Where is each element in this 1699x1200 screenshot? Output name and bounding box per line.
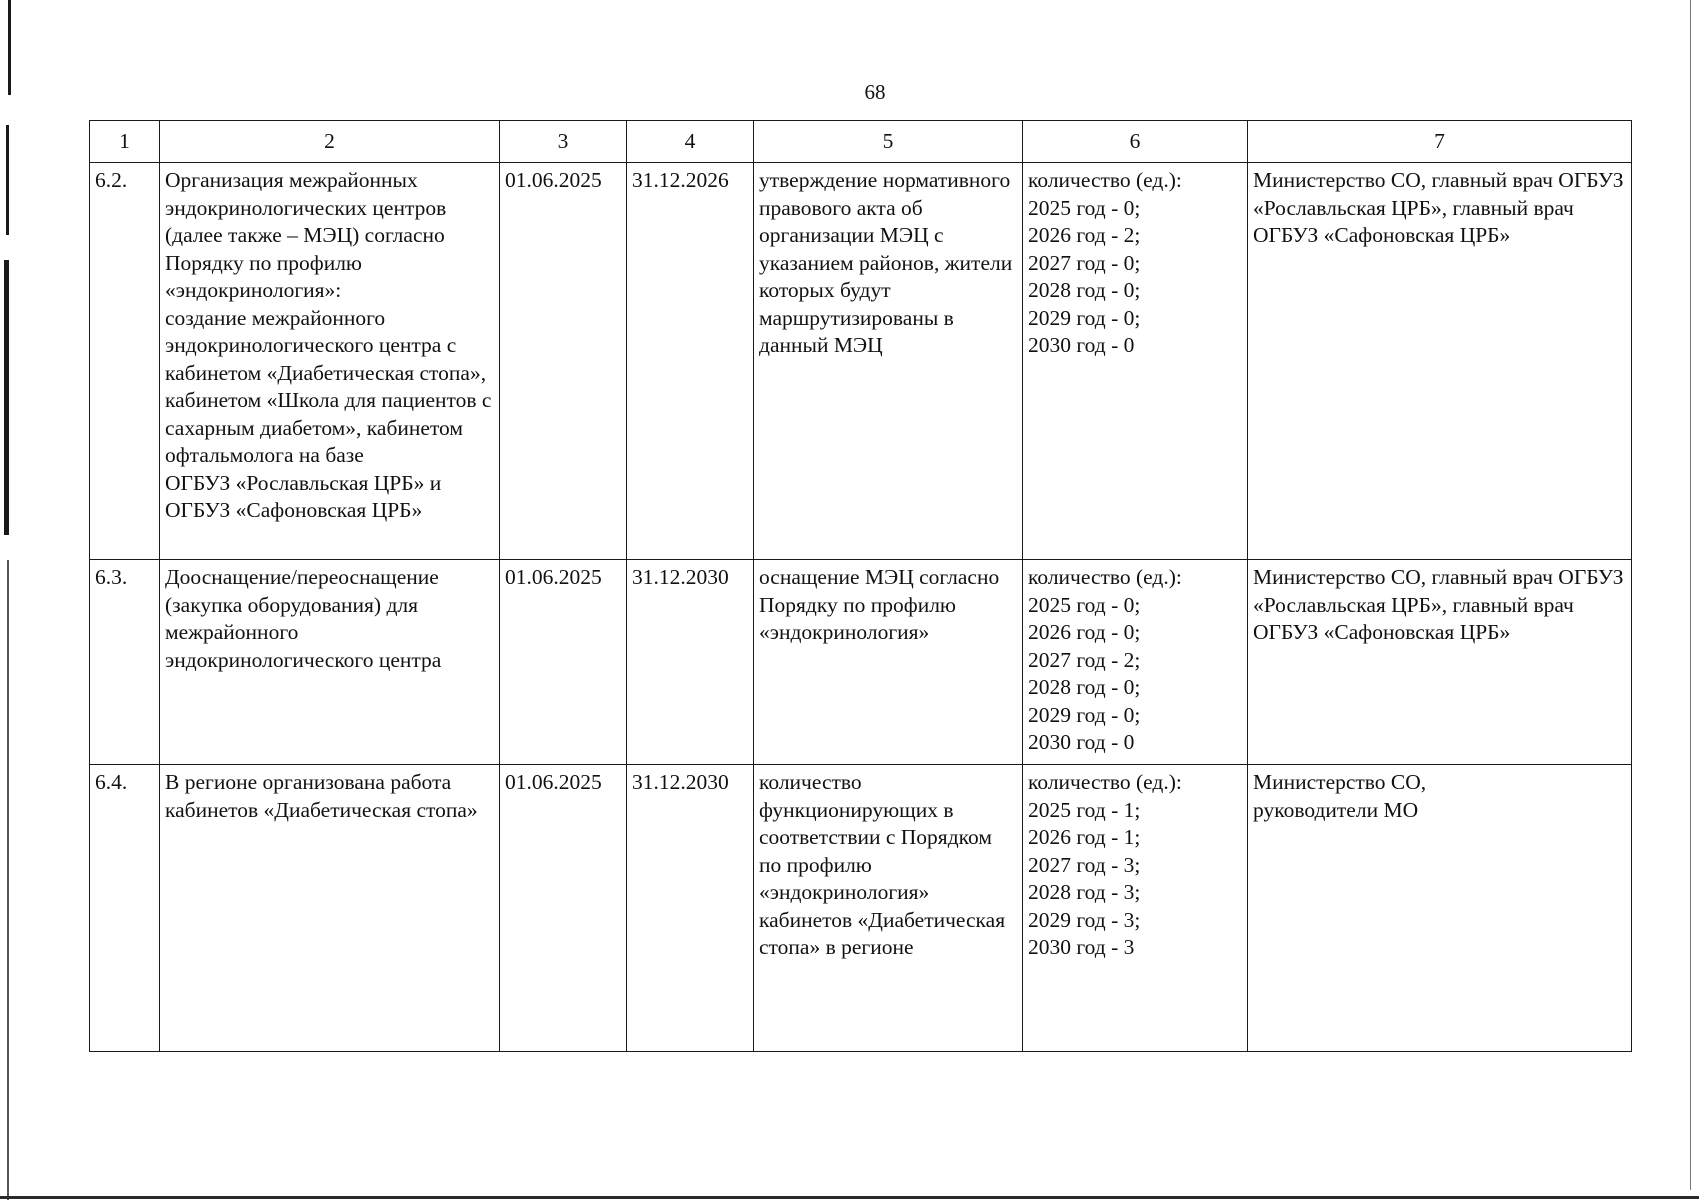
- indicator: количество (ед.): 2025 год - 1; 2026 год - 1; 2027 год - 3; 2028 год - 3; 2029 год - 3; 2030 год - 3: [1023, 765, 1248, 1052]
- end-date: 31.12.2030: [627, 765, 754, 1052]
- scan-edge-mark: [4, 260, 9, 535]
- activity-name: Организация межрайонных эндокринологических центров (далее также – МЭЦ) согласно Порядку по профилю «эндокринология»: создание межрайонного эндокринологического центра с кабинетом «Диабетическая стопа», кабинетом «Школа для пациентов с сахарным диабетом», кабинетом офтальмолога на базе ОГБУЗ «Рославльская ЦРБ» и ОГБУЗ «Сафоновская ЦРБ»: [160, 163, 500, 560]
- column-number: 3: [500, 121, 627, 163]
- column-number: 7: [1248, 121, 1632, 163]
- indicator: количество (ед.): 2025 год - 0; 2026 год - 2; 2027 год - 0; 2028 год - 0; 2029 год - 0; 2030 год - 0: [1023, 163, 1248, 560]
- activity-name: Дооснащение/переоснащение (закупка оборудования) для межрайонного эндокринологического центра: [160, 560, 500, 765]
- responsible: Министерство СО, руководители МО: [1248, 765, 1632, 1052]
- expected-result: количество функционирующих в соответствии с Порядком по профилю «эндокринология» кабинетов «Диабетическая стопа» в регионе: [754, 765, 1023, 1052]
- item-number: 6.3.: [90, 560, 160, 765]
- table-row: [90, 163, 1632, 560]
- end-date: 31.12.2030: [627, 560, 754, 765]
- scan-edge-mark: [7, 560, 9, 1200]
- column-number: 4: [627, 121, 754, 163]
- activities-table: [89, 120, 1632, 1052]
- start-date: 01.06.2025: [500, 163, 627, 560]
- responsible: Министерство СО, главный врач ОГБУЗ «Рославльская ЦРБ», главный врач ОГБУЗ «Сафоновская ЦРБ»: [1248, 560, 1632, 765]
- page-number: 68: [864, 80, 886, 104]
- column-number: 5: [754, 121, 1023, 163]
- column-number: 1: [90, 121, 160, 163]
- column-number-row: [90, 121, 1632, 163]
- column-number: 2: [160, 121, 500, 163]
- end-date: 31.12.2026: [627, 163, 754, 560]
- expected-result: оснащение МЭЦ согласно Порядку по профилю «эндокринология»: [754, 560, 1023, 765]
- start-date: 01.06.2025: [500, 560, 627, 765]
- scan-edge-mark: [6, 125, 9, 235]
- expected-result: утверждение нормативного правового акта об организации МЭЦ с указанием районов, жители которых будут маршрутизированы в данный МЭЦ: [754, 163, 1023, 560]
- responsible: Министерство СО, главный врач ОГБУЗ «Рославльская ЦРБ», главный врач ОГБУЗ «Сафоновская ЦРБ»: [1248, 163, 1632, 560]
- column-number: 6: [1023, 121, 1248, 163]
- item-number: 6.2.: [90, 163, 160, 560]
- activity-name: В регионе организована работа кабинетов «Диабетическая стопа»: [160, 765, 500, 1052]
- page-bottom-edge: [0, 1196, 1699, 1199]
- scan-edge-mark: [1690, 0, 1691, 1190]
- start-date: 01.06.2025: [500, 765, 627, 1052]
- table-row: [90, 560, 1632, 765]
- indicator: количество (ед.): 2025 год - 0; 2026 год - 0; 2027 год - 2; 2028 год - 0; 2029 год - 0; 2030 год - 0: [1023, 560, 1248, 765]
- item-number: 6.4.: [90, 765, 160, 1052]
- table-row: [90, 765, 1632, 1052]
